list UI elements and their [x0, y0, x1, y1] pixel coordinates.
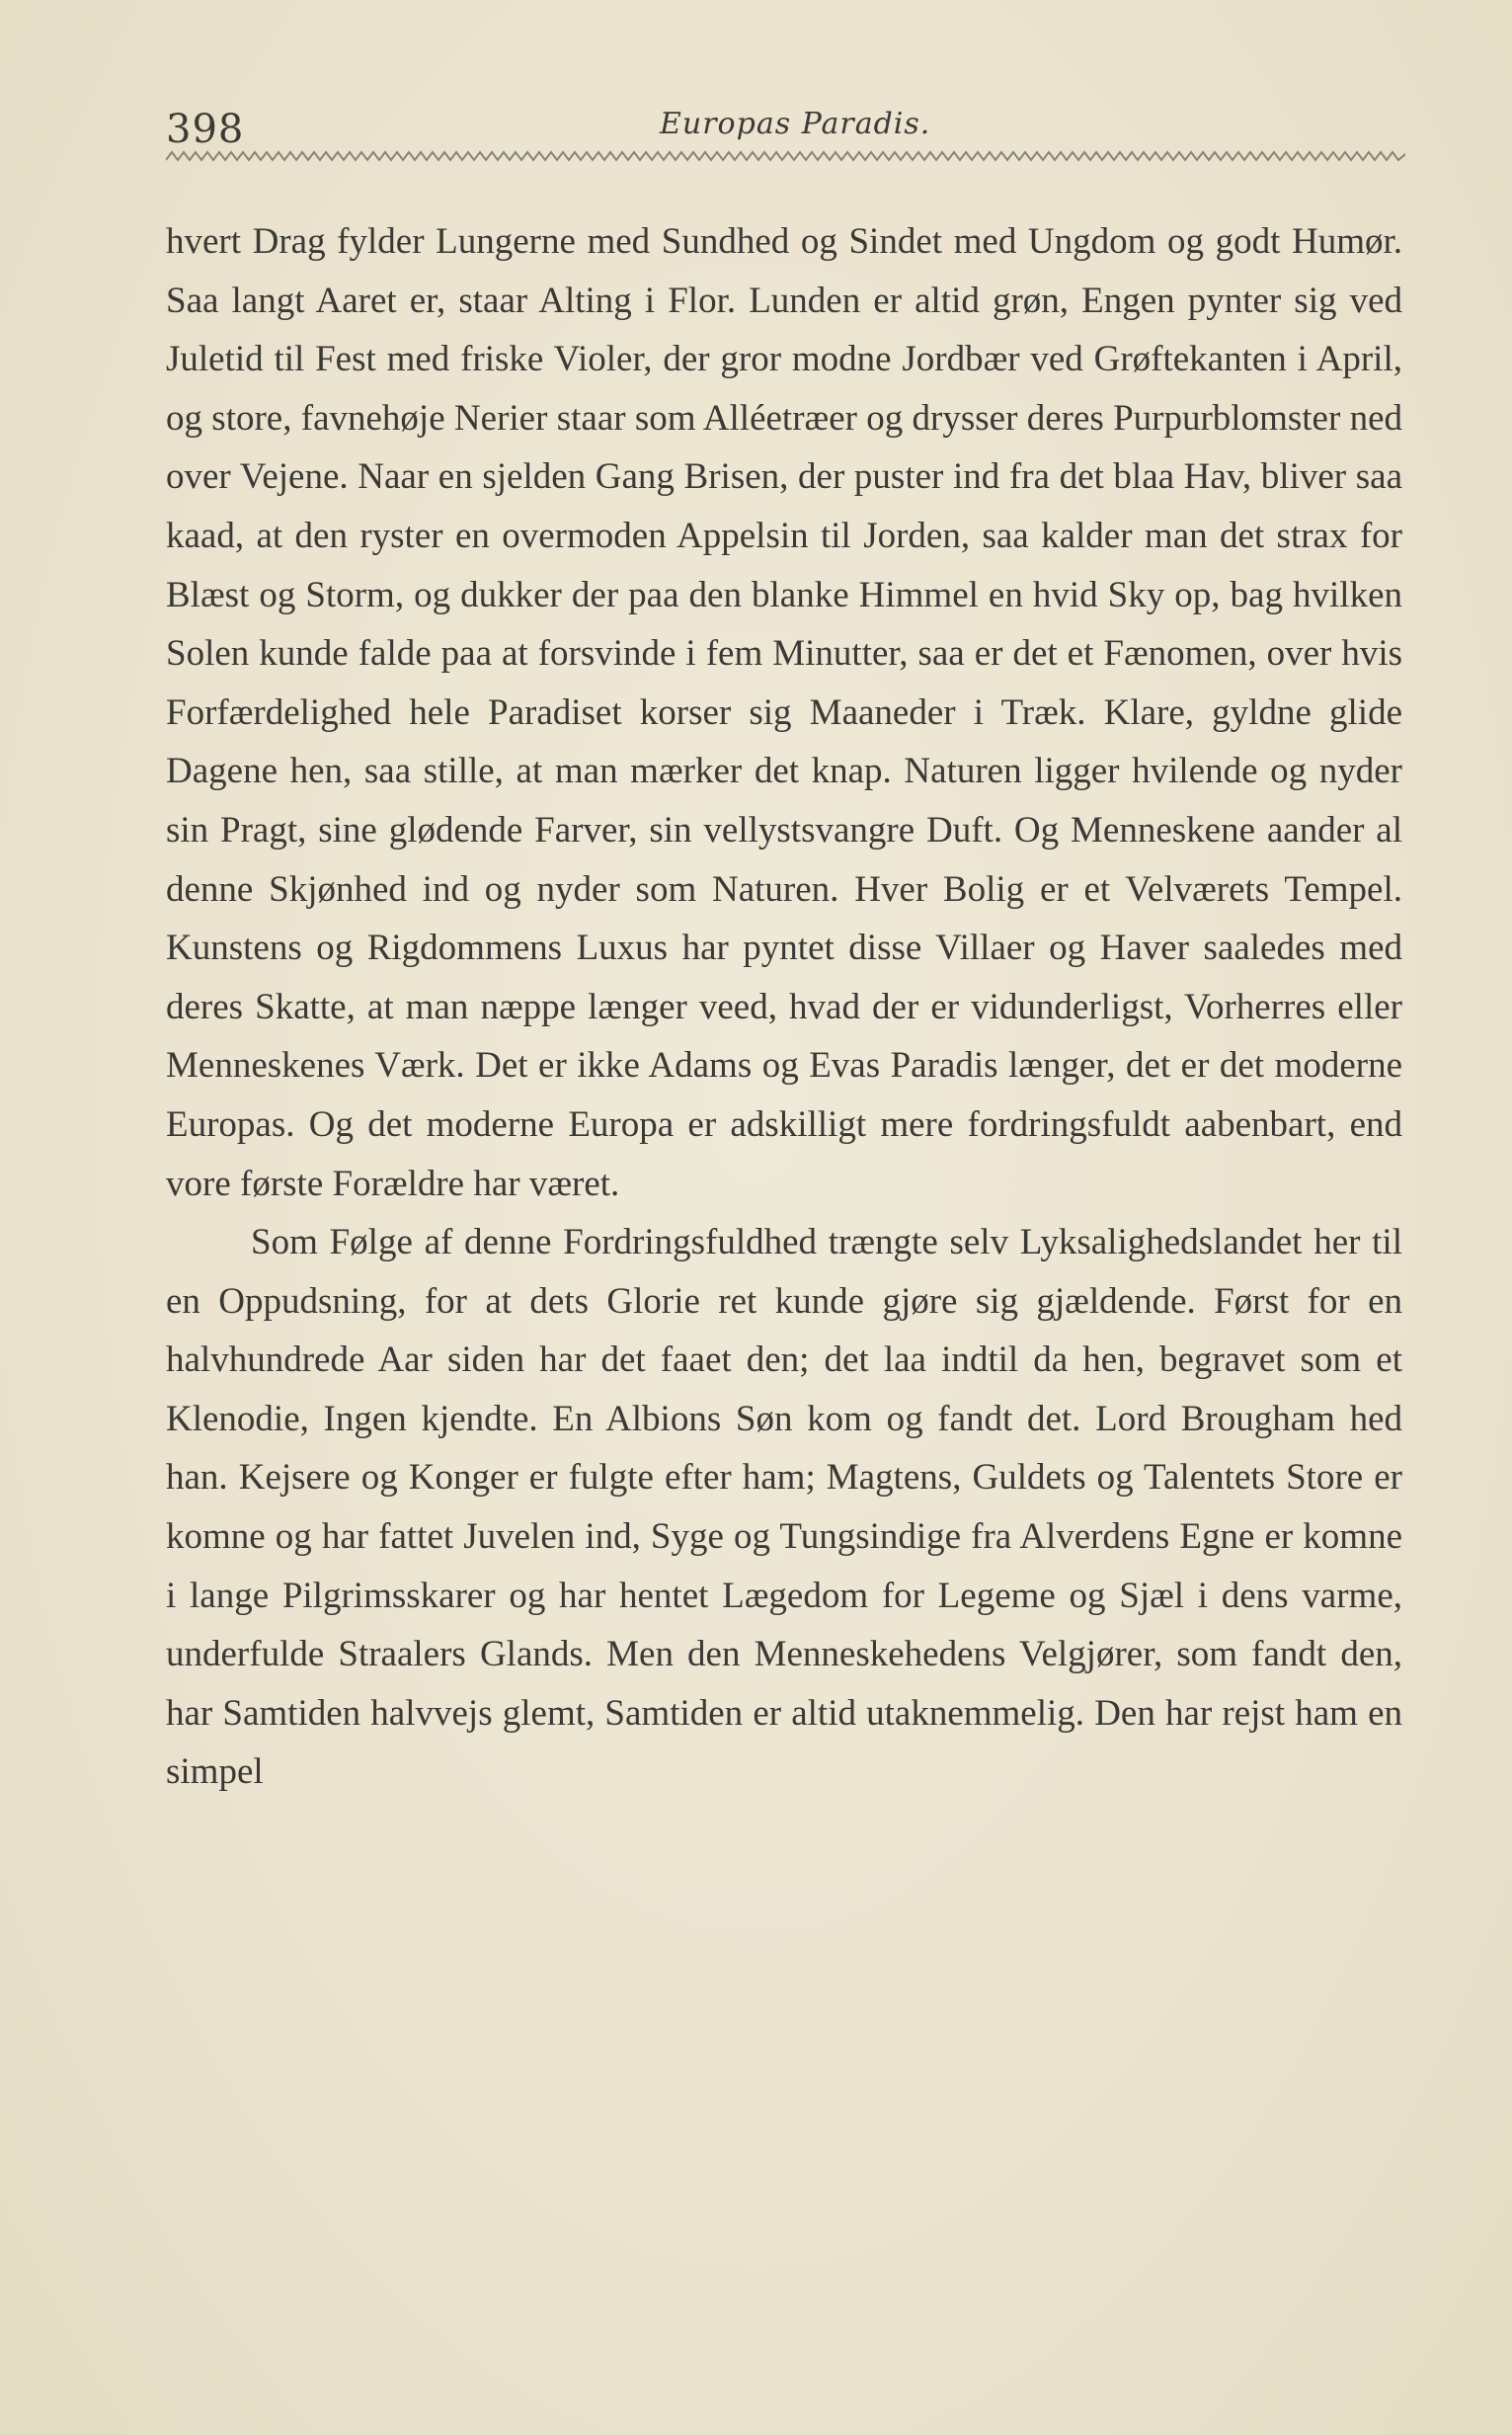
- paragraph-1: hvert Drag fylder Lungerne med Sundhed og Sindet med Ungdom og godt Humør. Saa langt Aaret er, staar Alting i Flor. Lunden er altid grøn, Engen pynter sig ved Juletid til Fest med friske Violer, der gror modne Jordbær ved Grøftekanten i April, og store, favnehøje Nerier staar som Alléetræer og drysser deres Purpurblomster ned over Vejene. Naar en sjelden Gang Brisen, der puster ind fra det blaa Hav, bliver saa kaad, at den ryster en overmoden Appelsin til Jorden, saa kalder man det strax for Blæst og Storm, og dukker der paa den blanke Himmel en hvid Sky op, bag hvilken Solen kunde falde paa at forsvinde i fem Minutter, saa er det et Fænomen, over hvis Forfærdelighed hele Paradiset korser sig Maaneder i Træk. Klare, gyldne glide Dagene hen, saa stille, at man mærker det knap. Naturen ligger hvilende og nyder sin Pragt, sine glødende Farver, sin vellystsvangre Duft. Og Menneskene aander al denne Skjønhed ind og nyder som Naturen. Hver Bolig er et Velværets Tempel. Kunstens og Rigdommens Luxus har pyntet disse Villaer og Haver saaledes med deres Skatte, at man næppe længer veed, hvad der er vidunderligst, Vorherres eller Menneskenes Værk. Det er ikke Adams og Evas Paradis længer, det er det moderne Europas. Og det moderne Europa er adskilligt mere fordringsfuldt aabenbart, end vore første Forældre har været.: [166, 221, 1402, 1204]
- paragraph-2: Som Følge af denne Fordringsfuldhed trængte selv Lyksalighedslandet her til en Oppudsning, for at dets Glorie ret kunde gjøre sig gjældende. Først for en halvhundrede Aar siden har det faaet den; det laa indtil da hen, begravet som et Klenodie, Ingen kjendte. En Albions Søn kom og fandt det. Lord Brougham hed han. Kejsere og Konger er fulgte efter ham; Magtens, Guldets og Talentets Store er komne og har fattet Juvelen ind, Syge og Tungsindige fra Alverdens Egne er komne i lange Pilgrimsskarer og har hentet Lægedom for Legeme og Sjæl i dens varme, underfulde Straalers Glands. Men den Menneskehedens Velgjører, som fandt den, har Samtiden halvvejs glemt, Samtiden er altid utaknemmelig. Den har rejst ham en simpel: [166, 1222, 1402, 1793]
- running-title: Europas Paradis.: [660, 107, 931, 141]
- body-text: [166, 212, 1402, 1802]
- decorative-rule: [166, 148, 1405, 166]
- page-number: 398: [166, 107, 245, 152]
